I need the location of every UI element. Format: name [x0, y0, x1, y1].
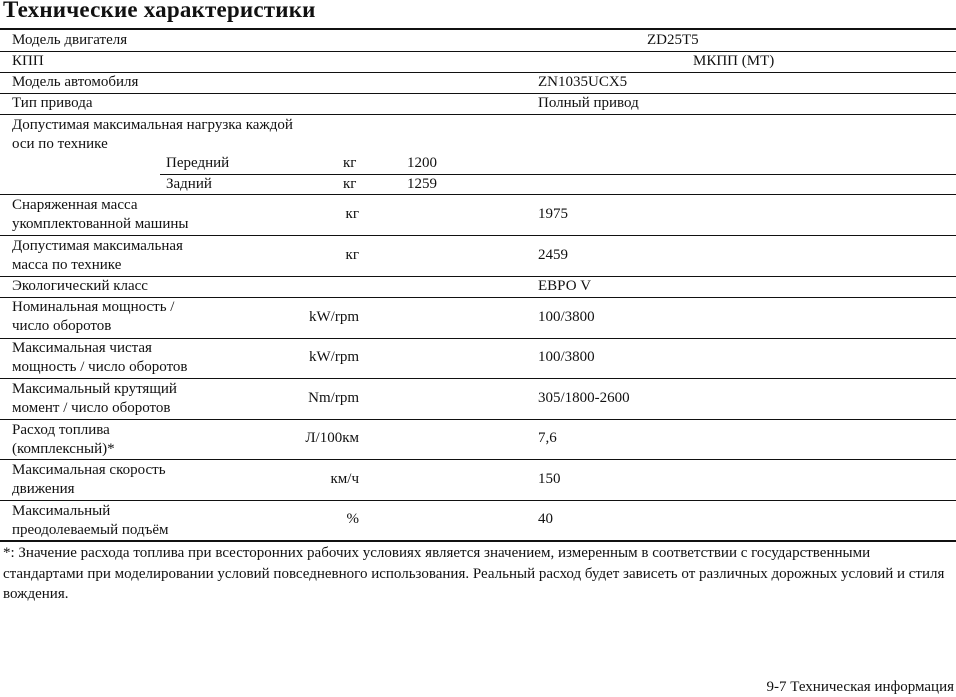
max-mass-label-line2: масса по технике	[12, 257, 122, 273]
row-divider	[0, 194, 956, 195]
page-title: Технические характеристики	[3, 0, 316, 22]
engine-model-label: Модель двигателя	[12, 32, 128, 48]
curb-mass-label-line2: укомплектованной машины	[12, 216, 189, 232]
rated-power-label-line1: Номинальная мощность /	[12, 299, 175, 315]
row-divider	[0, 51, 956, 52]
axle-front-value: 1200	[407, 155, 437, 171]
fuel-consumption-label-line1: Расход топлива	[12, 422, 110, 438]
max-gradient-unit: %	[346, 511, 359, 527]
axle-rear-value: 1259	[407, 176, 437, 192]
max-torque-unit: Nm/rpm	[308, 390, 359, 406]
max-net-power-unit: kW/rpm	[309, 349, 359, 365]
fuel-consumption-value: 7,6	[538, 430, 557, 446]
curb-mass-value: 1975	[538, 206, 568, 222]
axle-front-label: Передний	[166, 155, 230, 171]
rated-power-label-line2: число оборотов	[12, 318, 112, 334]
drive-type-value: Полный привод	[538, 95, 639, 111]
gearbox-value: МКПП (МТ)	[693, 53, 775, 69]
vehicle-model-value: ZN1035UCX5	[538, 74, 628, 90]
max-gradient-label-line2: преодолеваемый подъём	[12, 522, 169, 538]
axle-rear-unit: кг	[343, 176, 357, 192]
max-net-power-label-line2: мощность / число оборотов	[12, 359, 188, 375]
fuel-consumption-label-line2: (комплексный)*	[12, 441, 115, 457]
rated-power-value: 100/3800	[538, 309, 595, 325]
row-divider	[0, 72, 956, 73]
row-divider	[0, 114, 956, 115]
row-divider	[0, 500, 956, 501]
max-net-power-value: 100/3800	[538, 349, 595, 365]
eco-class-label: Экологический класс	[12, 278, 148, 294]
max-speed-label-line1: Максимальная скорость	[12, 462, 166, 478]
fuel-consumption-unit: Л/100км	[305, 430, 359, 446]
axle-load-label-line2: оси по технике	[12, 136, 108, 152]
gearbox-label: КПП	[12, 53, 44, 69]
row-divider	[0, 419, 956, 420]
sub-row-divider	[160, 174, 956, 175]
max-torque-label-line2: момент / число оборотов	[12, 400, 171, 416]
max-speed-value: 150	[538, 471, 561, 487]
max-mass-label-line1: Допустимая максимальная	[12, 238, 183, 254]
footnote: *: Значение расхода топлива при всесторонних рабочих условиях является значением, измеренным в соответствии с государственными стандартами при моделировании условий повседневного использования. Реальный расход будет зависеть от различных дорожных условий и стиля вождения.	[3, 545, 945, 602]
row-divider	[0, 459, 956, 460]
max-gradient-value: 40	[538, 511, 553, 527]
axle-load-label-line1: Допустимая максимальная нагрузка каждой	[12, 117, 293, 133]
table-bottom-rule	[0, 540, 956, 542]
max-net-power-label-line1: Максимальная чистая	[12, 340, 152, 356]
drive-type-label: Тип привода	[12, 95, 93, 111]
max-torque-value: 305/1800-2600	[538, 390, 630, 406]
max-torque-label-line1: Максимальный крутящий	[12, 381, 177, 397]
title-rule	[0, 28, 956, 30]
vehicle-model-label: Модель автомобиля	[12, 74, 139, 90]
max-mass-value: 2459	[538, 247, 568, 263]
rated-power-unit: kW/rpm	[309, 309, 359, 325]
page-footer: 9-7 Техническая информация	[766, 679, 954, 695]
engine-model-value: ZD25T5	[647, 32, 699, 48]
row-divider	[0, 378, 956, 379]
row-divider	[0, 93, 956, 94]
curb-mass-label-line1: Снаряженная масса	[12, 197, 138, 213]
curb-mass-unit: кг	[345, 206, 359, 222]
max-speed-label-line2: движения	[12, 481, 75, 497]
max-gradient-label-line1: Максимальный	[12, 503, 111, 519]
max-mass-unit: кг	[345, 247, 359, 263]
axle-rear-label: Задний	[166, 176, 212, 192]
eco-class-value: ЕВРО V	[538, 278, 592, 294]
row-divider	[0, 235, 956, 236]
axle-front-unit: кг	[343, 155, 357, 171]
max-speed-unit: км/ч	[330, 471, 359, 487]
